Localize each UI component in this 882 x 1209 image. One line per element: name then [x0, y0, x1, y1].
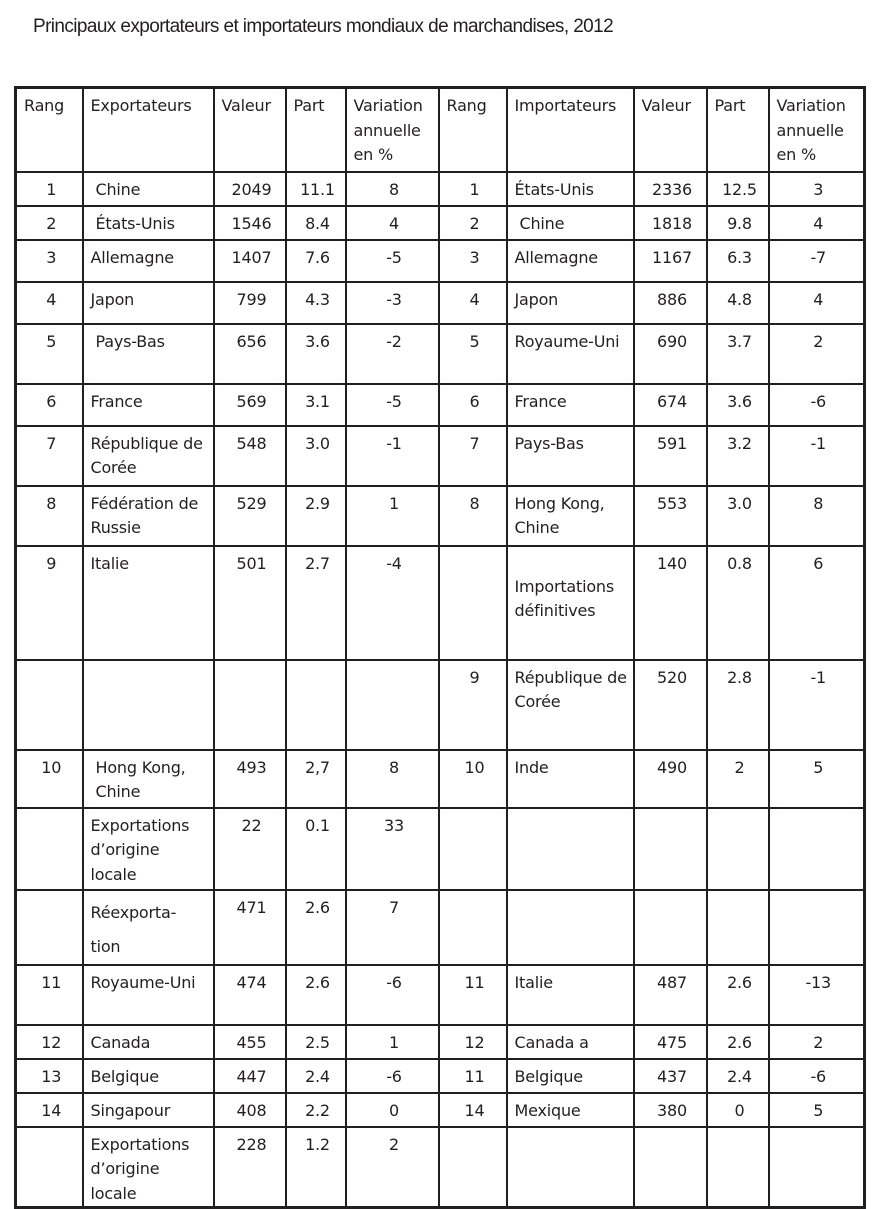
import-rank-cell — [439, 546, 507, 660]
import-share-cell: 2.6 — [707, 1025, 769, 1059]
export-rank-cell: 12 — [16, 1025, 83, 1059]
export-share-cell: 3.6 — [286, 324, 346, 384]
export-rank-cell: 9 — [16, 546, 83, 660]
export-rank-cell — [16, 890, 83, 965]
import-variation-cell — [769, 808, 865, 890]
import-share-cell: 3.6 — [707, 384, 769, 426]
exporter-name-cell: Chine — [83, 172, 214, 206]
export-value-cell: 493 — [214, 750, 286, 808]
export-variation-cell: 4 — [346, 206, 439, 240]
header-import-value: Valeur — [634, 88, 707, 172]
export-rank-cell — [16, 1127, 83, 1208]
import-value-cell: 886 — [634, 282, 707, 324]
importer-name-cell: Italie — [507, 965, 634, 1025]
table-row — [16, 1093, 865, 1127]
export-share-cell: 4.3 — [286, 282, 346, 324]
export-share-cell: 2.9 — [286, 486, 346, 546]
import-share-cell: 3.0 — [707, 486, 769, 546]
export-variation-cell: 33 — [346, 808, 439, 890]
export-rank-cell — [16, 808, 83, 890]
export-variation-cell: 8 — [346, 172, 439, 206]
export-share-cell — [286, 660, 346, 750]
table-row — [16, 808, 865, 890]
import-variation-cell — [769, 1127, 865, 1208]
table-row — [16, 1059, 865, 1093]
export-value-cell: 1407 — [214, 240, 286, 282]
import-rank-cell — [439, 890, 507, 965]
table-row — [16, 384, 865, 426]
export-variation-cell: -6 — [346, 1059, 439, 1093]
import-share-cell: 3.2 — [707, 426, 769, 486]
export-value-cell: 1546 — [214, 206, 286, 240]
export-value-cell — [214, 660, 286, 750]
exporter-name-cell: Japon — [83, 282, 214, 324]
import-variation-cell: 6 — [769, 546, 865, 660]
import-variation-cell: 4 — [769, 282, 865, 324]
export-rank-cell: 8 — [16, 486, 83, 546]
import-variation-cell: -6 — [769, 384, 865, 426]
import-value-cell: 690 — [634, 324, 707, 384]
import-value-cell: 1167 — [634, 240, 707, 282]
export-rank-cell: 6 — [16, 384, 83, 426]
header-import-variation: Variation annuelle en % — [769, 88, 865, 172]
export-rank-cell: 13 — [16, 1059, 83, 1093]
import-rank-cell: 11 — [439, 965, 507, 1025]
export-variation-cell: 8 — [346, 750, 439, 808]
export-share-cell: 11.1 — [286, 172, 346, 206]
header-row — [16, 88, 865, 172]
export-rank-cell: 4 — [16, 282, 83, 324]
import-rank-cell: 5 — [439, 324, 507, 384]
export-value-cell: 22 — [214, 808, 286, 890]
import-variation-cell: 2 — [769, 324, 865, 384]
importer-name-cell: Royaume-Uni — [507, 324, 634, 384]
import-share-cell: 12.5 — [707, 172, 769, 206]
table-row — [16, 750, 865, 808]
export-rank-cell: 2 — [16, 206, 83, 240]
export-value-cell: 474 — [214, 965, 286, 1025]
export-value-cell: 529 — [214, 486, 286, 546]
import-rank-cell — [439, 808, 507, 890]
export-value-cell: 228 — [214, 1127, 286, 1208]
import-share-cell: 0.8 — [707, 546, 769, 660]
header-import-share: Part — [707, 88, 769, 172]
export-share-cell: 2.2 — [286, 1093, 346, 1127]
import-share-cell: 4.8 — [707, 282, 769, 324]
header-export-variation: Variation annuelle en % — [346, 88, 439, 172]
table-row — [16, 240, 865, 282]
import-value-cell — [634, 890, 707, 965]
import-rank-cell: 12 — [439, 1025, 507, 1059]
exporter-name-cell: Pays-Bas — [83, 324, 214, 384]
table-row — [16, 282, 865, 324]
export-variation-cell: -1 — [346, 426, 439, 486]
importer-name-cell: Hong Kong, Chine — [507, 486, 634, 546]
table-row — [16, 172, 865, 206]
exporter-name-cell: République de Corée — [83, 426, 214, 486]
import-share-cell — [707, 1127, 769, 1208]
importer-name-cell: Inde — [507, 750, 634, 808]
importer-name-cell: Allemagne — [507, 240, 634, 282]
importer-name-cell — [507, 808, 634, 890]
exporter-name-cell: Exportations d’origine locale — [83, 1127, 214, 1208]
importer-name-cell: Mexique — [507, 1093, 634, 1127]
exporter-name-cell: Allemagne — [83, 240, 214, 282]
export-value-cell: 455 — [214, 1025, 286, 1059]
export-value-cell: 656 — [214, 324, 286, 384]
export-value-cell: 501 — [214, 546, 286, 660]
export-share-cell: 2,7 — [286, 750, 346, 808]
header-export-share: Part — [286, 88, 346, 172]
export-rank-cell: 3 — [16, 240, 83, 282]
import-value-cell — [634, 1127, 707, 1208]
exporter-name-cell: Canada — [83, 1025, 214, 1059]
import-variation-cell: 3 — [769, 172, 865, 206]
table-row — [16, 546, 865, 660]
header-exporters: Exportateurs — [83, 88, 214, 172]
importer-name-cell: Pays-Bas — [507, 426, 634, 486]
export-variation-cell: 0 — [346, 1093, 439, 1127]
table-row — [16, 206, 865, 240]
importer-name-cell — [507, 890, 634, 965]
export-share-cell: 3.0 — [286, 426, 346, 486]
import-rank-cell: 11 — [439, 1059, 507, 1093]
import-value-cell: 490 — [634, 750, 707, 808]
import-rank-cell: 9 — [439, 660, 507, 750]
exporter-name-cell: États-Unis — [83, 206, 214, 240]
trade-table — [14, 86, 866, 1209]
export-rank-cell: 11 — [16, 965, 83, 1025]
export-share-cell: 2.6 — [286, 965, 346, 1025]
export-variation-cell: 7 — [346, 890, 439, 965]
export-rank-cell — [16, 660, 83, 750]
table-row — [16, 660, 865, 750]
export-rank-cell: 1 — [16, 172, 83, 206]
table-row — [16, 426, 865, 486]
exporter-name-cell: Belgique — [83, 1059, 214, 1093]
import-rank-cell: 7 — [439, 426, 507, 486]
export-share-cell: 7.6 — [286, 240, 346, 282]
import-variation-cell: 5 — [769, 750, 865, 808]
export-share-cell: 0.1 — [286, 808, 346, 890]
export-rank-cell: 14 — [16, 1093, 83, 1127]
importer-name-cell: République de Corée — [507, 660, 634, 750]
export-value-cell: 569 — [214, 384, 286, 426]
import-rank-cell: 2 — [439, 206, 507, 240]
import-share-cell: 2.8 — [707, 660, 769, 750]
import-value-cell: 2336 — [634, 172, 707, 206]
table-row — [16, 965, 865, 1025]
export-share-cell: 2.4 — [286, 1059, 346, 1093]
export-share-cell: 2.6 — [286, 890, 346, 965]
export-value-cell: 471 — [214, 890, 286, 965]
import-value-cell: 380 — [634, 1093, 707, 1127]
import-share-cell: 2.6 — [707, 965, 769, 1025]
import-rank-cell: 1 — [439, 172, 507, 206]
export-value-cell: 799 — [214, 282, 286, 324]
export-variation-cell — [346, 660, 439, 750]
import-rank-cell: 8 — [439, 486, 507, 546]
import-variation-cell: -7 — [769, 240, 865, 282]
import-value-cell: 591 — [634, 426, 707, 486]
header-export-rank: Rang — [16, 88, 83, 172]
import-value-cell: 437 — [634, 1059, 707, 1093]
import-value-cell: 475 — [634, 1025, 707, 1059]
importer-name-cell: Belgique — [507, 1059, 634, 1093]
importer-name-cell: France — [507, 384, 634, 426]
export-share-cell: 8.4 — [286, 206, 346, 240]
import-variation-cell: 5 — [769, 1093, 865, 1127]
import-value-cell: 553 — [634, 486, 707, 546]
import-share-cell: 2.4 — [707, 1059, 769, 1093]
import-share-cell: 6.3 — [707, 240, 769, 282]
importer-name-cell: États-Unis — [507, 172, 634, 206]
export-share-cell: 2.7 — [286, 546, 346, 660]
table-row — [16, 486, 865, 546]
import-value-cell — [634, 808, 707, 890]
import-value-cell: 520 — [634, 660, 707, 750]
import-share-cell — [707, 890, 769, 965]
import-share-cell: 3.7 — [707, 324, 769, 384]
exporter-name-cell: Singapour — [83, 1093, 214, 1127]
export-value-cell: 408 — [214, 1093, 286, 1127]
export-variation-cell: -5 — [346, 240, 439, 282]
import-variation-cell: 4 — [769, 206, 865, 240]
importer-name-cell — [507, 1127, 634, 1208]
import-rank-cell: 10 — [439, 750, 507, 808]
table-row — [16, 324, 865, 384]
exporter-name-cell: Hong Kong, Chine — [83, 750, 214, 808]
export-share-cell: 2.5 — [286, 1025, 346, 1059]
import-share-cell — [707, 808, 769, 890]
table-row — [16, 890, 865, 965]
export-variation-cell: 2 — [346, 1127, 439, 1208]
import-value-cell: 487 — [634, 965, 707, 1025]
export-value-cell: 548 — [214, 426, 286, 486]
exporter-name-cell: Réexporta- tion — [83, 890, 214, 965]
import-rank-cell: 14 — [439, 1093, 507, 1127]
export-value-cell: 447 — [214, 1059, 286, 1093]
export-variation-cell: 1 — [346, 486, 439, 546]
import-rank-cell: 3 — [439, 240, 507, 282]
export-variation-cell: -3 — [346, 282, 439, 324]
export-share-cell: 3.1 — [286, 384, 346, 426]
import-rank-cell — [439, 1127, 507, 1208]
importer-name-cell: Canada a — [507, 1025, 634, 1059]
header-importers: Importateurs — [507, 88, 634, 172]
importer-name-cell: Chine — [507, 206, 634, 240]
import-rank-cell: 4 — [439, 282, 507, 324]
export-rank-cell: 7 — [16, 426, 83, 486]
import-variation-cell: -13 — [769, 965, 865, 1025]
import-variation-cell: 2 — [769, 1025, 865, 1059]
import-variation-cell: -1 — [769, 660, 865, 750]
export-share-cell: 1.2 — [286, 1127, 346, 1208]
import-share-cell: 2 — [707, 750, 769, 808]
import-variation-cell: 8 — [769, 486, 865, 546]
header-export-value: Valeur — [214, 88, 286, 172]
export-variation-cell: 1 — [346, 1025, 439, 1059]
export-variation-cell: -5 — [346, 384, 439, 426]
document-title: Principaux exportateurs et importateurs mondiaux de marchandises, 2012 — [33, 16, 614, 37]
import-value-cell: 1818 — [634, 206, 707, 240]
import-share-cell: 0 — [707, 1093, 769, 1127]
import-share-cell: 9.8 — [707, 206, 769, 240]
export-value-cell: 2049 — [214, 172, 286, 206]
import-value-cell: 674 — [634, 384, 707, 426]
exporter-name-cell — [83, 660, 214, 750]
exporter-name-cell: Exportations d’origine locale — [83, 808, 214, 890]
exporter-name-cell: Fédération de Russie — [83, 486, 214, 546]
table-row — [16, 1025, 865, 1059]
export-variation-cell: -2 — [346, 324, 439, 384]
exporter-name-cell: France — [83, 384, 214, 426]
import-variation-cell: -6 — [769, 1059, 865, 1093]
table-row — [16, 1127, 865, 1208]
import-rank-cell: 6 — [439, 384, 507, 426]
header-import-rank: Rang — [439, 88, 507, 172]
import-value-cell: 140 — [634, 546, 707, 660]
exporter-name-cell: Italie — [83, 546, 214, 660]
importer-name-cell: Japon — [507, 282, 634, 324]
importer-name-cell: Importations définitives — [507, 546, 634, 660]
import-variation-cell: -1 — [769, 426, 865, 486]
import-variation-cell — [769, 890, 865, 965]
export-variation-cell: -6 — [346, 965, 439, 1025]
export-rank-cell: 5 — [16, 324, 83, 384]
exporter-name-cell: Royaume-Uni — [83, 965, 214, 1025]
export-rank-cell: 10 — [16, 750, 83, 808]
export-variation-cell: -4 — [346, 546, 439, 660]
